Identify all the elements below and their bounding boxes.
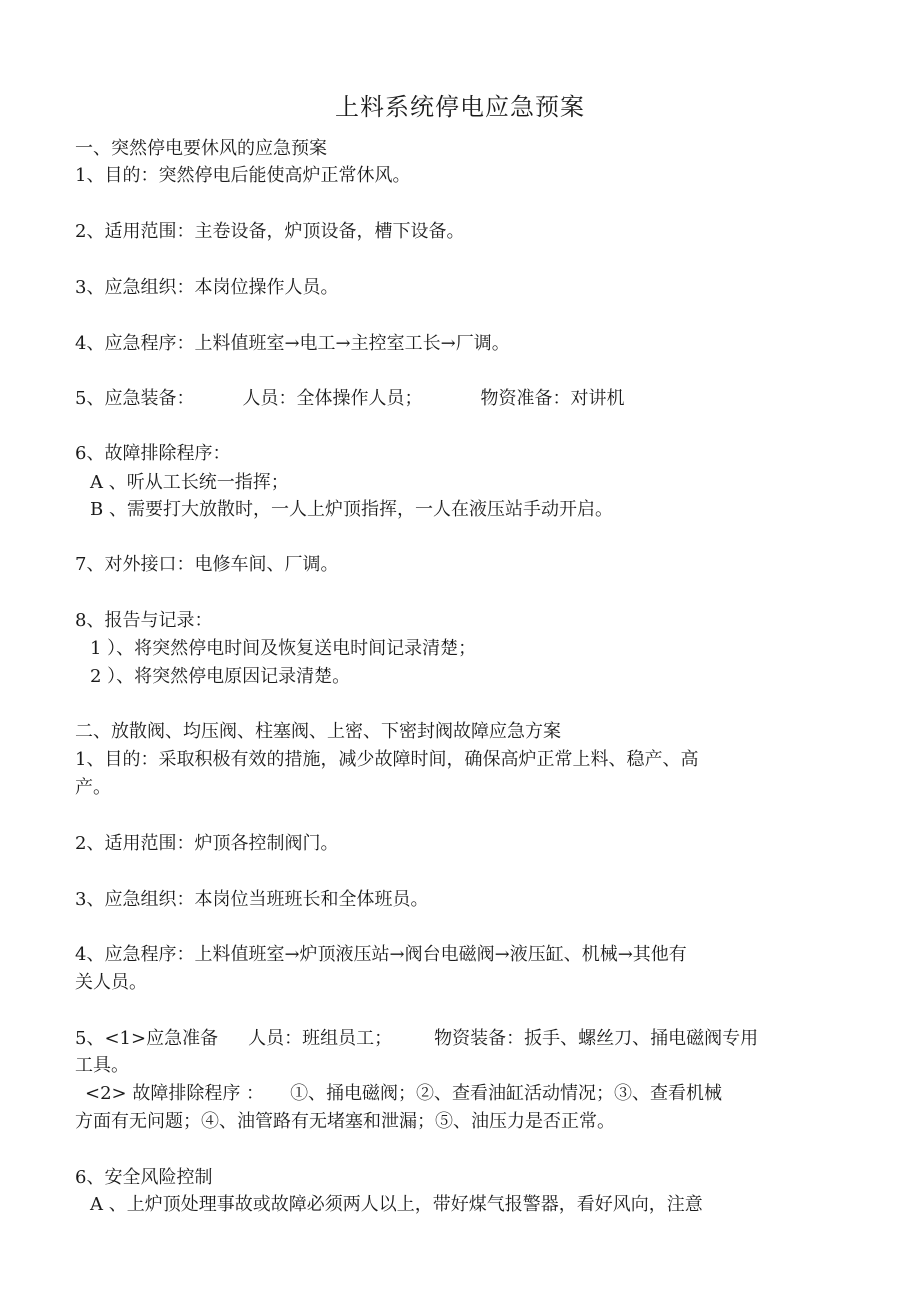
section2-heading: 二、放散阀、均压阀、柱塞阀、上密、下密封阀故障应急方案 bbox=[75, 721, 561, 742]
s2-prep-label: 5、<1>应急准备 bbox=[75, 1028, 219, 1049]
s2-prep-personnel: 人员：班组员工； bbox=[248, 1028, 393, 1049]
s1-troubleshoot-b: B 、需要打大放散时，一人上炉顶指挥，一人在液压站手动开启。 bbox=[90, 499, 613, 520]
s1-equipment bbox=[75, 388, 624, 410]
s2-procedure-line2: 关人员。 bbox=[75, 972, 147, 993]
s2-prep-materials: 物资装备：扳手、螺丝刀、捅电磁阀专用 bbox=[434, 1028, 759, 1049]
s1-organization: 3、应急组织：本岗位操作人员。 bbox=[75, 277, 339, 298]
s1-equipment-materials: 物资准备：对讲机 bbox=[480, 388, 625, 409]
s2-safety-a: A 、上炉顶处理事故或故障必须两人以上，带好煤气报警器，看好风向，注意 bbox=[90, 1194, 703, 1215]
s1-procedure: 4、应急程序：上料值班室→电工→主控室工长→厂调。 bbox=[75, 333, 510, 354]
s2-purpose-line1: 1、目的：采取积极有效的措施，减少故障时间，确保高炉正常上料、稳产、高 bbox=[75, 749, 699, 770]
s2-prep bbox=[75, 1028, 758, 1050]
s2-troubleshoot-label: <2> 故障排除程序 ： bbox=[85, 1083, 265, 1104]
s1-purpose: 1、目的：突然停电后能使高炉正常休风。 bbox=[75, 165, 411, 186]
s1-troubleshoot-heading: 6、故障排除程序： bbox=[75, 443, 231, 464]
s2-troubleshoot-line2: 方面有无问题；④、油管路有无堵塞和泄漏；⑤、油压力是否正常。 bbox=[75, 1111, 615, 1132]
s1-equipment-personnel: 人员：全体操作人员； bbox=[242, 388, 423, 409]
s1-equipment-label: 5、应急装备： bbox=[75, 388, 195, 409]
s2-prep-line2: 工具。 bbox=[75, 1055, 129, 1076]
s1-scope: 2、适用范围：主卷设备，炉顶设备，槽下设备。 bbox=[75, 221, 465, 242]
s1-troubleshoot-a: A 、听从工长统一指挥； bbox=[90, 472, 289, 493]
s1-report-2: 2 ）、将突然停电原因记录清楚。 bbox=[90, 666, 351, 687]
s2-procedure-line1: 4、应急程序：上料值班室→炉顶液压站→阀台电磁阀→液压缸、机械→其他有 bbox=[75, 944, 687, 965]
s1-report-1: 1 ）、将突然停电时间及恢复送电时间记录清楚； bbox=[90, 638, 477, 659]
s2-safety-heading: 6、安全风险控制 bbox=[75, 1167, 213, 1188]
s2-scope: 2、适用范围：炉顶各控制阀门。 bbox=[75, 833, 339, 854]
s2-organization: 3、应急组织：本岗位当班班长和全体班员。 bbox=[75, 889, 429, 910]
s1-interface: 7、对外接口：电修车间、厂调。 bbox=[75, 554, 339, 575]
s2-purpose-line2: 产。 bbox=[75, 777, 111, 798]
section1-heading: 一、突然停电要休风的应急预案 bbox=[75, 138, 327, 159]
page-title: 上料系统停电应急预案 bbox=[335, 93, 585, 121]
s1-report-heading: 8、报告与记录： bbox=[75, 610, 213, 631]
s2-troubleshoot-line1 bbox=[85, 1083, 722, 1105]
s2-troubleshoot-steps: ①、捅电磁阀；②、查看油缸活动情况；③、查看机械 bbox=[290, 1083, 723, 1104]
